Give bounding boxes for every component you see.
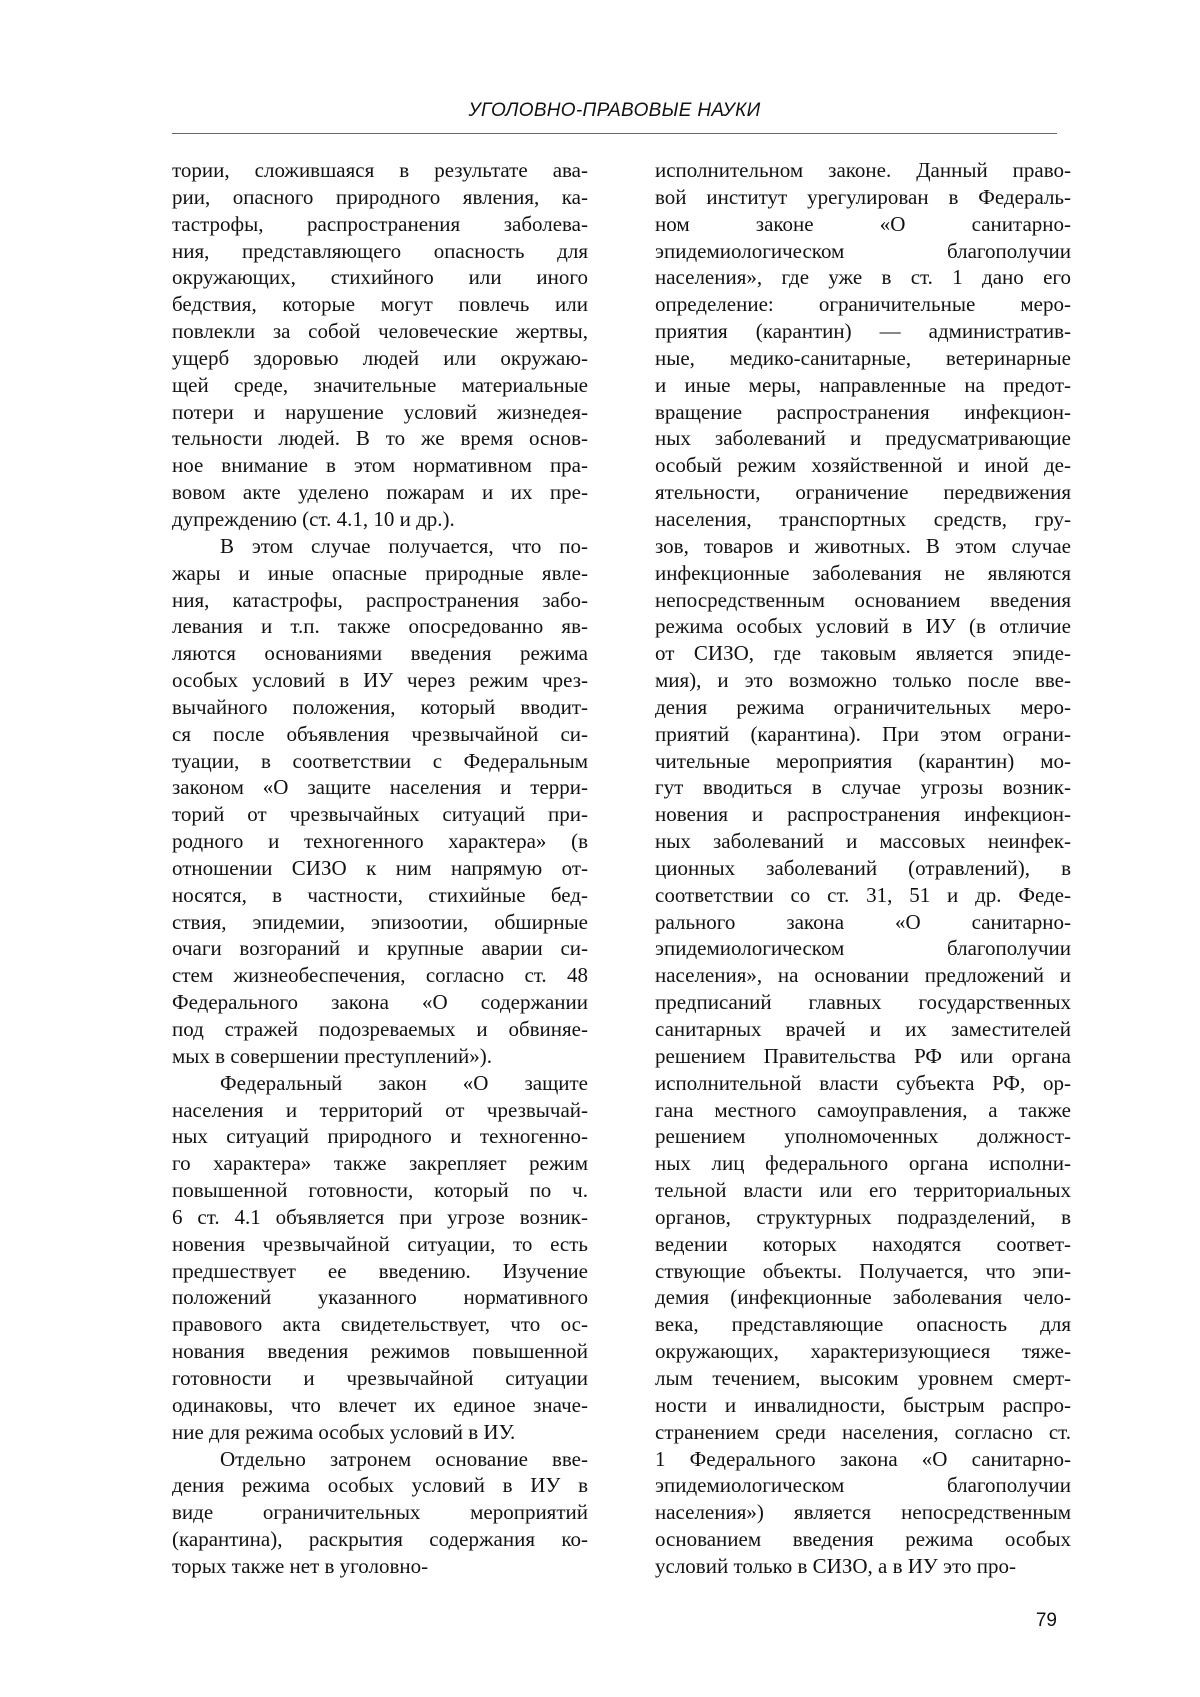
text-line: окружающих, характеризующиеся тяже- [655, 1339, 1071, 1364]
text-line: непосредственным основанием введения [655, 587, 1071, 612]
text-line: вычайного положения, который вводит- [172, 694, 588, 719]
text-line: ведении которых находятся соответ- [655, 1231, 1071, 1256]
text-line: рального закона «О санитарно- [655, 909, 1071, 934]
text-line: ных ситуаций природного и техногенно- [172, 1124, 588, 1149]
running-header: УГОЛОВНО-ПРАВОВЫЕ НАУКИ [468, 100, 761, 121]
text-line: ния, представляющего опасность для [172, 238, 588, 263]
text-line: решением уполномоченных должност- [655, 1124, 1071, 1149]
text-line: ные, медико-санитарные, ветеринарные [655, 345, 1071, 370]
text-line: отношении СИЗО к ним напрямую от- [172, 855, 588, 880]
text-line: эпидемиологическом благополучии [655, 936, 1071, 961]
text-line: торых также нет в уголовно- [172, 1553, 429, 1578]
left-column [172, 157, 588, 1580]
text-line: века, представляющие опасность для [655, 1312, 1071, 1337]
text-line: нования введения режимов повышенной [172, 1339, 588, 1364]
text-line: стем жизнеобеспечения, согласно ст. 48 [172, 963, 588, 988]
text-line: В этом случае получается, что по- [220, 533, 588, 558]
text-line: ляются основаниями введения режима [172, 641, 588, 666]
text-line: виде ограничительных мероприятий [172, 1500, 588, 1525]
text-line: 6 ст. 4.1 объявляется при угрозе возник- [172, 1204, 588, 1229]
text-line: ных лиц федерального органа исполни- [655, 1151, 1071, 1176]
text-line: ятельности, ограничение передвижения [655, 480, 1071, 505]
text-line: бедствия, которые могут повлечь или [172, 292, 588, 317]
text-line: законом «О защите населения и терри- [172, 775, 588, 800]
text-line: эпидемиологическом благополучии [655, 238, 1071, 263]
text-line: левания и т.п. также опосредованно яв- [172, 614, 588, 639]
text-line: окружающих, стихийного или иного [172, 265, 588, 290]
text-line: ности и инвалидности, быстрым распро- [655, 1392, 1071, 1417]
text-line: тории, сложившаяся в результате ава- [172, 158, 588, 182]
header-divider [172, 133, 1057, 134]
text-line: мых в совершении преступлений»). [172, 1043, 493, 1068]
text-line: положений указанного нормативного [172, 1285, 588, 1310]
text-line: ных заболеваний и предусматривающие [655, 426, 1071, 451]
text-line: приятия (карантин) — административ- [655, 319, 1071, 344]
text-line: Федерального закона «О содержании [172, 990, 588, 1015]
text-line: особых условий в ИУ через режим чрез- [172, 668, 588, 693]
text-line: торий от чрезвычайных ситуаций при- [172, 802, 588, 827]
text-line: очаги возгораний и крупные аварии си- [172, 936, 588, 961]
text-line: гана местного самоуправления, а также [655, 1097, 1071, 1122]
text-line: ние для режима особых условий в ИУ. [172, 1419, 516, 1444]
text-line: под стражей подозреваемых и обвиняе- [172, 1017, 588, 1041]
text-line: носятся, в частности, стихийные бед- [172, 882, 588, 907]
text-line: приятий (карантина). При этом ограни- [655, 721, 1071, 746]
text-line: инфекционные заболевания не являются [655, 560, 1071, 585]
text-line: предшествует ее введению. Изучение [172, 1258, 588, 1283]
text-line: новения чрезвычайной ситуации, то есть [172, 1231, 588, 1256]
text-line: мия), и это возможно только после вве- [655, 668, 1071, 693]
text-line: го характера» также закрепляет режим [172, 1151, 588, 1176]
text-line: дения режима ограничительных меро- [655, 694, 1071, 719]
text-line: населения», на основании предложений и [655, 963, 1071, 988]
text-line: дупреждению (ст. 4.1, 10 и др.). [172, 506, 455, 531]
text-line: тастрофы, распространения заболева- [172, 211, 588, 236]
text-line: эпидемиологическом благополучии [655, 1473, 1071, 1498]
text-line: демия (инфекционные заболевания чело- [655, 1285, 1071, 1310]
text-line: и иные меры, направленные на предот- [655, 372, 1071, 397]
text-line: основанием введения режима особых [655, 1527, 1071, 1552]
text-line: ных заболеваний и массовых неинфек- [655, 829, 1071, 854]
text-line: ствия, эпидемии, эпизоотии, обширные [172, 909, 588, 934]
text-line: вращение распространения инфекцион- [655, 399, 1071, 424]
text-line: (карантина), раскрытия содержания ко- [172, 1527, 588, 1552]
text-line: потери и нарушение условий жизнедея- [172, 399, 588, 424]
text-line: Отдельно затронем основание вве- [220, 1446, 588, 1471]
text-line: ционных заболеваний (отравлений), в [655, 855, 1071, 880]
text-line: Федеральный закон «О защите [220, 1070, 588, 1095]
text-line: лым течением, высоким уровнем смерт- [655, 1365, 1071, 1390]
text-line: повлекли за собой человеческие жертвы, [172, 319, 588, 344]
text-line: режима особых условий в ИУ (в отличие [655, 614, 1071, 639]
text-line: органов, структурных подразделений, в [655, 1204, 1071, 1229]
text-line: зов, товаров и животных. В этом случае [655, 533, 1071, 558]
page-number: 79 [1035, 1610, 1057, 1631]
text-line: туации, в соответствии с Федеральным [172, 748, 588, 773]
text-line: исполнительной власти субъекта РФ, ор- [655, 1070, 1071, 1095]
text-line: населения») является непосредственным [655, 1500, 1071, 1525]
text-line: правового акта свидетельствует, что ос- [172, 1312, 588, 1337]
text-line: соответствии со ст. 31, 51 и др. Феде- [655, 882, 1071, 907]
text-line: предписаний главных государственных [655, 990, 1071, 1015]
text-line: определение: ограничительные меро- [655, 292, 1071, 317]
right-column [655, 157, 1071, 1580]
text-line: ся после объявления чрезвычайной си- [172, 721, 588, 746]
text-line: щей среде, значительные материальные [172, 372, 588, 397]
text-line: населения и территорий от чрезвычай- [172, 1097, 588, 1122]
text-line: санитарных врачей и их заместителей [655, 1017, 1071, 1041]
text-line: рии, опасного природного явления, ка- [172, 184, 588, 209]
text-line: вовом акте уделено пожарам и их пре- [172, 480, 588, 505]
text-line: от СИЗО, где таковым является эпиде- [655, 641, 1071, 666]
text-line: населения, транспортных средств, гру- [655, 506, 1071, 531]
text-line: чительные мероприятия (карантин) мо- [655, 748, 1071, 773]
text-line: вой институт урегулирован в Федераль- [655, 184, 1071, 209]
text-line: решением Правительства РФ или органа [655, 1043, 1071, 1068]
text-line: тельности людей. В то же время основ- [172, 426, 588, 451]
text-line: повышенной готовности, который по ч. [172, 1178, 588, 1203]
text-line: ствующие объекты. Получается, что эпи- [655, 1258, 1071, 1283]
text-line: 1 Федерального закона «О санитарно- [655, 1446, 1071, 1471]
text-line: одинаковы, что влечет их единое значе- [172, 1392, 588, 1417]
text-line: исполнительном законе. Данный право- [655, 158, 1071, 182]
text-line: новения и распространения инфекцион- [655, 802, 1071, 827]
text-line: ном законе «О санитарно- [655, 211, 1071, 236]
text-line: родного и техногенного характера» (в [172, 829, 588, 854]
text-line: жары и иные опасные природные явле- [172, 560, 588, 585]
text-line: особый режим хозяйственной и иной де- [655, 453, 1071, 478]
text-line: гут вводиться в случае угрозы возник- [655, 775, 1071, 800]
text-line: условий только в СИЗО, а в ИУ это про- [655, 1553, 1016, 1578]
text-line: населения», где уже в ст. 1 дано его [655, 265, 1071, 290]
text-line: тельной власти или его территориальных [655, 1178, 1071, 1203]
text-line: странением среди населения, согласно ст. [655, 1419, 1071, 1444]
text-line: ния, катастрофы, распространения забо- [172, 587, 588, 612]
text-line: ное внимание в этом нормативном пра- [172, 453, 588, 478]
text-line: готовности и чрезвычайной ситуации [172, 1365, 588, 1390]
text-line: дения режима особых условий в ИУ в [172, 1473, 588, 1498]
text-line: ущерб здоровью людей или окружаю- [172, 345, 588, 370]
